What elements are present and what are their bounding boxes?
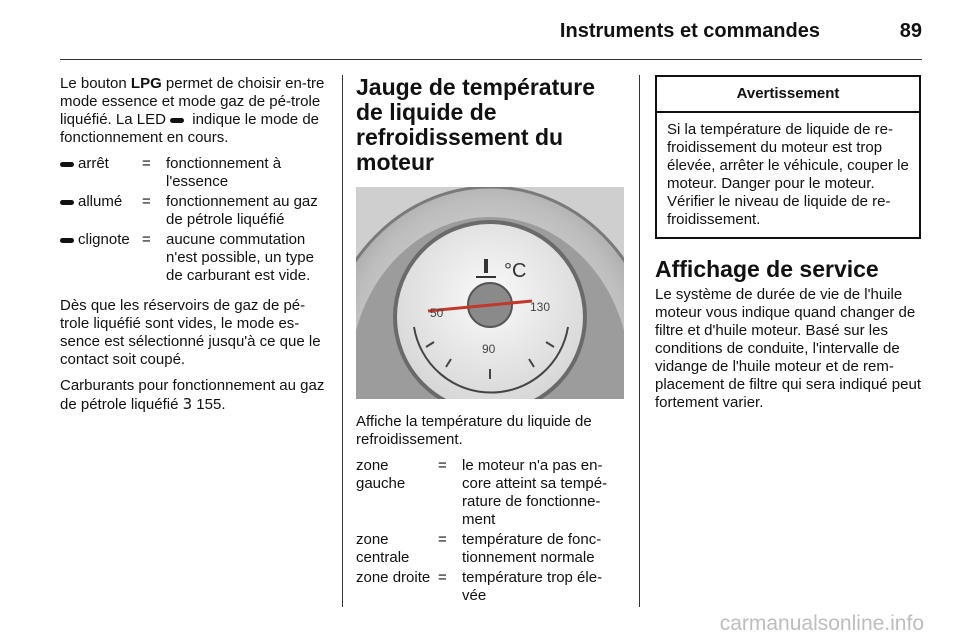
- zone-key: zone centrale: [356, 531, 410, 566]
- table-row: [60, 193, 325, 229]
- table-row: [60, 155, 325, 191]
- left-column: [60, 75, 325, 422]
- led-status-value: fonctionnement à l'essence: [166, 155, 282, 190]
- table-row: [356, 569, 624, 605]
- zone-value: température trop éle-vée: [462, 569, 603, 604]
- lpg-empty-paragraph: Dès que les réservoirs de gaz de pé-trole liquéfié sont vides, le mode es-sence est sélectionné jusqu'à ce que le contact soit coupé.: [60, 297, 321, 368]
- right-column: [655, 75, 921, 420]
- led-status-key: arrêt: [78, 155, 109, 172]
- page-ref-arrow-icon: 3: [182, 395, 193, 413]
- table-row: [60, 231, 325, 285]
- service-display-heading: Affichage de service: [655, 256, 879, 282]
- lpg-intro-a: Le bouton: [60, 75, 131, 92]
- zone-key: zone droite: [356, 569, 431, 586]
- equals-sign: =: [438, 457, 447, 474]
- service-display-paragraph: Le système de durée de vie de l'huile moteur vous indique quand changer de filtre et d'huile moteur. Basé sur les conditions de conduite, l'intervalle de vidange de l'huile moteur et de rem-placement de filtre qui sera indiqué peut fortement varier.: [655, 286, 922, 411]
- page-ref-link[interactable]: 155.: [192, 396, 226, 413]
- watermark: carmanualsonline.info: [719, 612, 924, 635]
- column-divider: [342, 75, 343, 607]
- gauge-label-90: 90: [482, 342, 496, 356]
- lpg-intro-b: permet de choisir en-tre mode essence et mode gaz de pé-trole liquéfié. La LED: [60, 75, 325, 128]
- led-status-value: fonctionnement au gaz de pétrole liquéfié: [166, 193, 318, 228]
- gauge-zones-table: [356, 457, 624, 605]
- middle-column: [356, 75, 624, 617]
- page-header-title: Instruments et commandes: [559, 20, 820, 42]
- coolant-gauge-photo: [356, 187, 624, 399]
- led-status-table: [60, 155, 325, 285]
- lpg-fuels-paragraph: [60, 377, 325, 414]
- zone-key: zone gauche: [356, 457, 406, 492]
- equals-sign: =: [142, 155, 151, 172]
- gauge-description: Affiche la température du liquide de refroidissement.: [356, 413, 592, 448]
- gauge-label-50: 50: [430, 306, 444, 320]
- coolant-gauge-heading: Jauge de température de liquide de refroidissement du moteur: [356, 74, 596, 175]
- led-icon: [60, 162, 74, 167]
- column-divider: [639, 75, 640, 607]
- equals-sign: =: [438, 569, 447, 586]
- lpg-intro-paragraph: [60, 75, 325, 147]
- zone-value: température de fonc-tionnement normale: [462, 531, 602, 566]
- warning-title: Avertissement: [657, 77, 919, 113]
- table-row: [356, 457, 624, 529]
- equals-sign: =: [438, 531, 447, 548]
- equals-sign: =: [142, 193, 151, 210]
- lpg-intro-c: indique le mode de fonctionnement en cours.: [60, 111, 320, 146]
- gauge-illustration: [356, 187, 624, 399]
- equals-sign: =: [142, 231, 151, 248]
- led-status-key: clignote: [78, 231, 130, 248]
- table-row: [356, 531, 624, 567]
- led-status-key: allumé: [78, 193, 123, 210]
- led-status-value: aucune commutation n'est possible, un type de carburant est vide.: [166, 231, 314, 284]
- led-icon: [170, 118, 184, 123]
- page-number: 89: [899, 20, 922, 42]
- warning-box: [655, 75, 921, 239]
- header-rule: [60, 59, 922, 60]
- lpg-keyword: LPG: [130, 75, 162, 92]
- led-icon: [60, 238, 74, 243]
- lpg-fuels-text: Carburants pour fonctionnement au gaz de pétrole liquéfié: [60, 377, 325, 413]
- warning-body: Si la température de liquide de re-froidissement du moteur est trop élevée, arrêter le véhicule, couper le moteur. Danger pour le moteur. Vérifier le niveau de liquide de re-froidissement.: [667, 121, 909, 228]
- led-icon: [60, 200, 74, 205]
- gauge-label-130: 130: [530, 300, 551, 314]
- gauge-unit: °C: [504, 260, 527, 282]
- zone-value: le moteur n'a pas en-core atteint sa tempé-rature de fonctionne-ment: [462, 457, 608, 528]
